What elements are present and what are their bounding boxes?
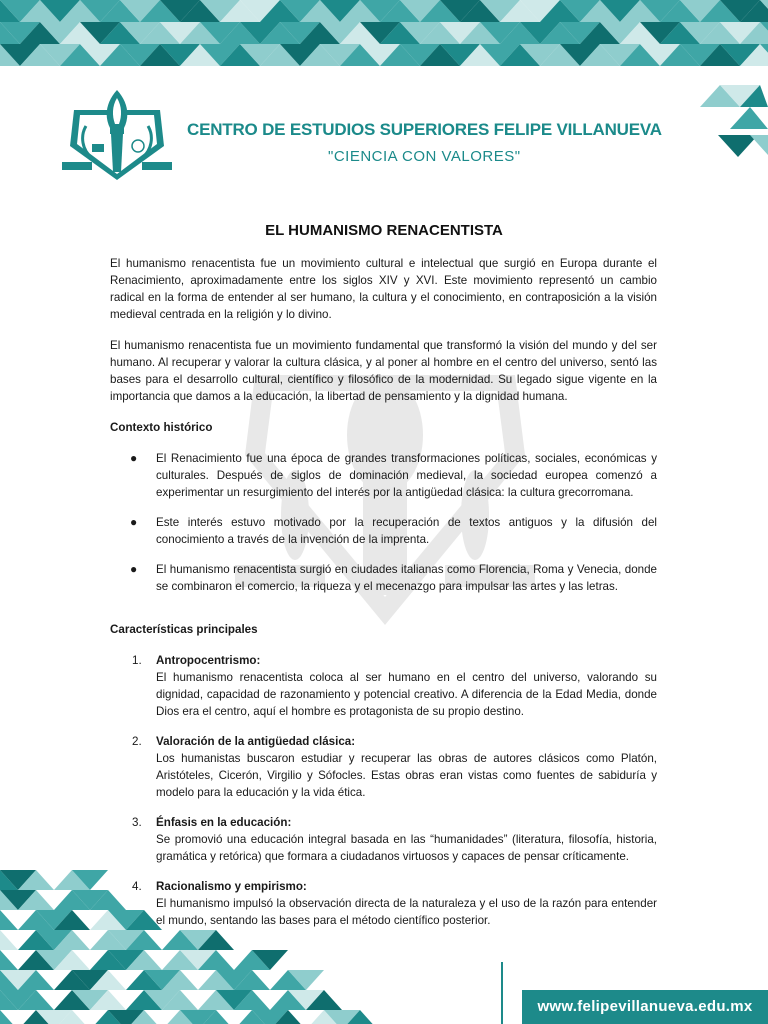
triangle-shape [0,950,18,970]
intro-paragraph: El humanismo renacentista fue un movimiento fundamental que transformó la visión del mundo y del ser humano. Al recuperar y valorar la cultura clásica, y al poner al hombre en el centro del universo, sentó las bases para el desarrollo cultural, científico y filosófico de la modernidad. Su legado sigue vigente en la importancia que damos a la educación, la libertad de pensamiento y la dignidad humana. [110,339,657,403]
item-title: Racionalismo y empirismo: [156,880,307,893]
item-text: El humanismo impulsó la observación directa de la naturaleza y el uso de la razón para entender el mundo, sentando las bases para el método científico posterior. [156,897,657,927]
list-item: ● El Renacimiento fue una época de grandes transformaciones políticas, sociales, económicas y culturales. Después de siglos de dominación medieval, la sociedad europea comenzó a experimentar un resurgimiento del interés por la antigüedad clásica: la cultura grecorromana. [130,451,657,499]
intro-paragraph: El humanismo renacentista fue un movimiento cultural e intelectual que surgió en Europa durante el Renacimiento, aproximadamente entre los siglos XIV y XVI. Este movimiento representó un cambio radical en la forma de entender al ser humano, la cultura y el conocimiento, en contraposición a la visión medieval centrada en la religión y lo divino. [110,257,657,321]
item-title: Valoración de la antigüedad clásica: [156,735,356,748]
item-text: Se promovió una educación integral basada en las “humanidades” (literatura, filosofía, historia, gramática y retórica) que formara a ciudadanos virtuosos y capaces de pensar críticamente. [156,833,657,863]
item-text: El humanismo renacentista coloca al ser humano en el centro del universo, valorando su dignidad, capacidad de razonamiento y potencial creativo. A diferencia de la Edad Media, donde Dios era el centro, aquí el hombre es protagonista de su propio destino. [156,671,657,718]
bullet-icon: ● [130,562,138,576]
footer-divider [501,962,503,1024]
document-header [62,88,762,188]
list-item: ● El humanismo renacentista surgió en ciudades italianas como Florencia, Roma y Venecia, donde se combinaron el comercio, la riqueza y el mecenazgo para impulsar las artes y las letras. [130,562,657,593]
list-item: 4. Racionalismo y empirismo: El humanismo impulsó la observación directa de la naturaleza y el uso de la razón para entender el mundo, sentando las bases para el método científico posterior. [132,880,657,927]
list-item: 2. Valoración de la antigüedad clásica: Los humanistas buscaron estudiar y recuperar las obras de autores clásicos como Platón, Aristóteles, Cicerón, Virgilio y Sófocles. Estas obras eran vistas como fuentes de sabiduría y modelo para la educación y la vida ética. [132,735,657,799]
item-text: Los humanistas buscaron estudiar y recuperar las obras de autores clásicos como Platón, Aristóteles, Cicerón, Virgilio y Sófocles. Estas obras eran vistas como fuentes de sabiduría y modelo para la educación y la vida ética. [156,752,657,799]
list-item: 3. Énfasis en la educación: Se promovió una educación integral basada en las “humanidades” (literatura, filosofía, historia, gramática y retórica) que formara a ciudadanos virtuosos y capaces de pensar críticamente. [132,816,657,863]
institution-motto: "CIENCIA CON VALORES" [328,148,521,165]
list-item: 1. Antropocentrismo: El humanismo renacentista coloca al ser humano en el centro del universo, valorando su dignidad, capacidad de razonamiento y potencial creativo. A diferencia de la Edad Media, donde Dios era el centro, aquí el hombre es protagonista de su propio destino. [132,654,657,718]
institution-name: CENTRO DE ESTUDIOS SUPERIORES FELIPE VILLANUEVA [187,120,662,139]
institution-logo [62,88,172,183]
bullet-icon: ● [130,451,138,465]
list-item: ● Este interés estuvo motivado por la recuperación de textos antiguos y la difusión del conocimiento a través de la invención de la imprenta. [130,515,657,546]
context-list [110,450,657,595]
triangle-shape [0,1010,18,1024]
top-triangle-pattern [0,0,768,70]
bullet-icon: ● [130,515,138,529]
document-title: EL HUMANISMO RENACENTISTA [265,222,503,239]
website-link[interactable]: www.felipevillanueva.edu.mx [522,990,768,1024]
item-title: Antropocentrismo: [156,654,261,667]
triangle-shape [0,910,18,930]
triangle-shape [0,930,18,950]
context-heading: Contexto histórico [110,421,213,434]
item-title: Énfasis en la educación: [156,816,292,829]
characteristics-heading: Características principales [110,623,258,636]
document-body [110,255,657,942]
